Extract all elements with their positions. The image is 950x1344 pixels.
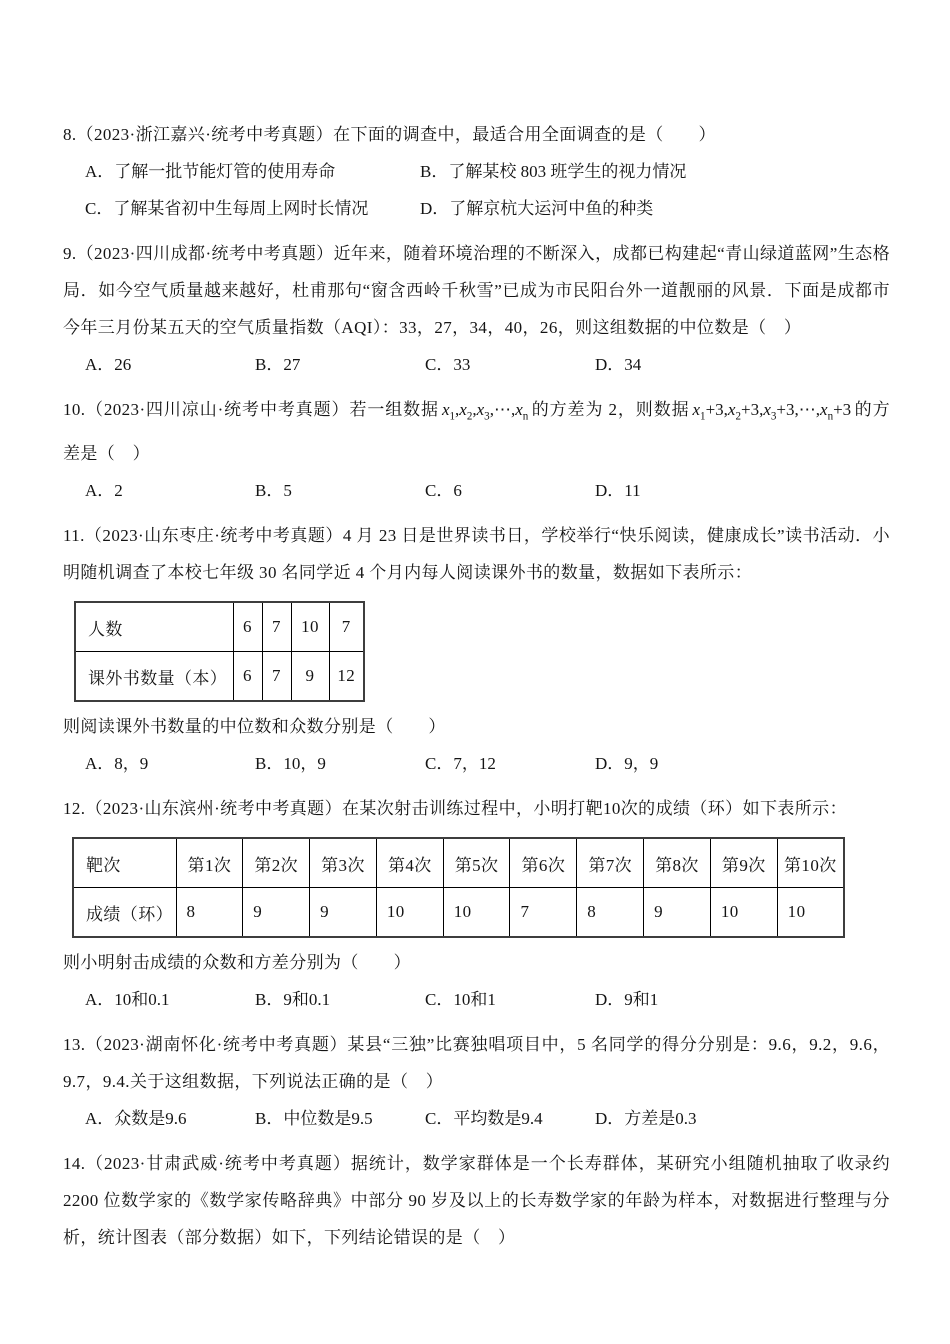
question-8-options-row-2 [63,190,890,227]
table-cell: 第3次 [310,838,377,888]
option-c: C．33 [425,355,471,374]
question-14-text: 14.（2023·甘肃武威·统考中考真题）据统计，数学家群体是一个长寿群体，某研究小组随机抽取了收录约 2200 位数学家的《数学家传略辞典》中部分 90 岁及以上的长寿数学家的年龄为样本，对数据进行整理与分析，统计图表（部分数据）如下，下列结论错误的是（ ） [63,1154,890,1248]
table-cell: 第7次 [577,838,644,888]
option-b: B．10，9 [255,754,326,774]
question-10-seg3: 的方差是（ ） [63,400,890,464]
table-cell: 第4次 [376,838,443,888]
table-cell: 9 [310,888,377,938]
option-d: D．了解京杭大运河中鱼的种类 [420,199,654,218]
question-10-options [63,472,890,509]
question-10-text [63,391,890,472]
option-d: D．34 [595,355,642,374]
table-cell: 10 [443,888,510,938]
option-b: B．9和0.1 [255,990,331,1010]
question-10-formula-1: $x_1,x_2,x_3,\cdots,x_n$ [441,400,529,423]
table-cell: 第10次 [777,838,844,888]
option-c: C．6 [425,481,462,501]
question-12 [63,790,890,1018]
table-cell: 7 [262,652,291,702]
table-cell: 8 [176,888,243,938]
table-cell: 第9次 [710,838,777,888]
option-a: A．2 [85,481,123,501]
question-11 [63,517,890,782]
table-cell: 第1次 [176,838,243,888]
table-cell: 第2次 [243,838,310,888]
table-row [75,652,364,702]
option-c: C．平均数是9.4 [425,1109,543,1129]
table-row [73,838,844,888]
option-b: B．27 [255,355,301,374]
question-10-seg1: 10.（2023·四川凉山·统考中考真题）若一组数据 [63,400,439,419]
table-cell: 7 [329,602,364,652]
option-a: A．26 [85,355,132,374]
option-b: B．中位数是9.5 [255,1109,373,1129]
table-cell: 12 [329,652,364,702]
table-row [75,602,364,652]
option-a: A．众数是9.6 [85,1109,187,1129]
table-cell: 8 [577,888,644,938]
option-c: C．了解某省初中生每周上网时长情况 [85,199,369,218]
table-cell: 9 [291,652,329,702]
question-8 [63,116,890,227]
option-d: D．方差是0.3 [595,1109,697,1129]
question-10 [63,391,890,509]
option-a: A．10和0.1 [85,990,170,1010]
table-cell: 9 [243,888,310,938]
table-cell: 10 [291,602,329,652]
question-8-text: 8.（2023·浙江嘉兴·统考中考真题）在下面的调查中，最适合用全面调查的是（ ） [63,125,716,144]
table-cell: 7 [510,888,577,938]
option-b: B．5 [255,481,292,501]
option-a: A．了解一批节能灯管的使用寿命 [85,162,336,181]
question-10-seg2: 的方差为 2，则数据 [531,400,690,419]
option-d: D．9，9 [595,754,659,774]
option-b: B．了解某校 803 班学生的视力情况 [420,162,687,181]
table-cell: 9 [644,888,711,938]
option-d: D．9和1 [595,990,659,1010]
question-9-text: 9.（2023·四川成都·统考中考真题）近年来，随着环境治理的不断深入，成都已构建起“青山绿道蓝网”生态格局．如今空气质量越来越好，杜甫那句“窗含西岭千秋雪”已成为市民阳台外一道靓丽的风景．下面是成都市今年三月份某五天的空气质量指数（AQI）：33，27，34，40，26，则这组数据的中位数是（ ） [63,244,890,337]
table-cell: 6 [233,652,262,702]
question-13 [63,1026,890,1137]
table-cell: 10 [710,888,777,938]
question-11-after-table-text: 则阅读课外书数量的中位数和众数分别是（ ） [63,717,446,737]
question-13-options [63,1100,890,1137]
table-cell: 7 [262,602,291,652]
question-11-text: 11.（2023·山东枣庄·统考中考真题）4 月 23 日是世界读书日，学校举行“快乐阅读，健康成长”读书活动．小明随机调查了本校七年级 30 名同学近 4 个月内每人阅读课外书的数量，数据如下表所示： [63,526,890,583]
question-10-formula-2: $x_1+3,x_2+3,x_3+3,\cdots,x_n+3$ [692,400,852,423]
reading-count-table [74,601,365,702]
question-13-text: 13.（2023·湖南怀化·统考中考真题）某县“三独”比赛独唱项目中，5 名同学的得分分别是：9.6，9.2，9.6，9.7，9.4.关于这组数据，下列说法正确的是（ ） [63,1035,890,1092]
option-d: D．11 [595,481,641,501]
option-c: C．7，12 [425,754,496,774]
question-11-options [63,745,890,782]
question-12-options [63,981,890,1018]
table-cell: 课外书数量（本） [75,652,233,702]
question-8-options-row-1 [63,153,890,190]
option-a: A．8，9 [85,754,149,774]
table-cell: 第8次 [644,838,711,888]
option-c: C．10和1 [425,990,496,1010]
shooting-score-table [72,837,845,938]
table-cell: 靶次 [73,838,176,888]
table-cell: 成绩（环） [73,888,176,938]
table-cell: 10 [376,888,443,938]
table-cell: 10 [777,888,844,938]
question-9 [63,235,890,383]
question-12-text: 12.（2023·山东滨州·统考中考真题）在某次射击训练过程中，小明打靶10次的成绩（环）如下表所示： [63,799,847,819]
table-row [73,888,844,938]
question-14 [63,1145,890,1256]
question-12-after-table-text: 则小明射击成绩的众数和方差分别为（ ） [63,953,411,973]
question-9-options [63,346,890,383]
table-cell: 人数 [75,602,233,652]
table-cell: 6 [233,602,262,652]
table-cell: 第6次 [510,838,577,888]
table-cell: 第5次 [443,838,510,888]
